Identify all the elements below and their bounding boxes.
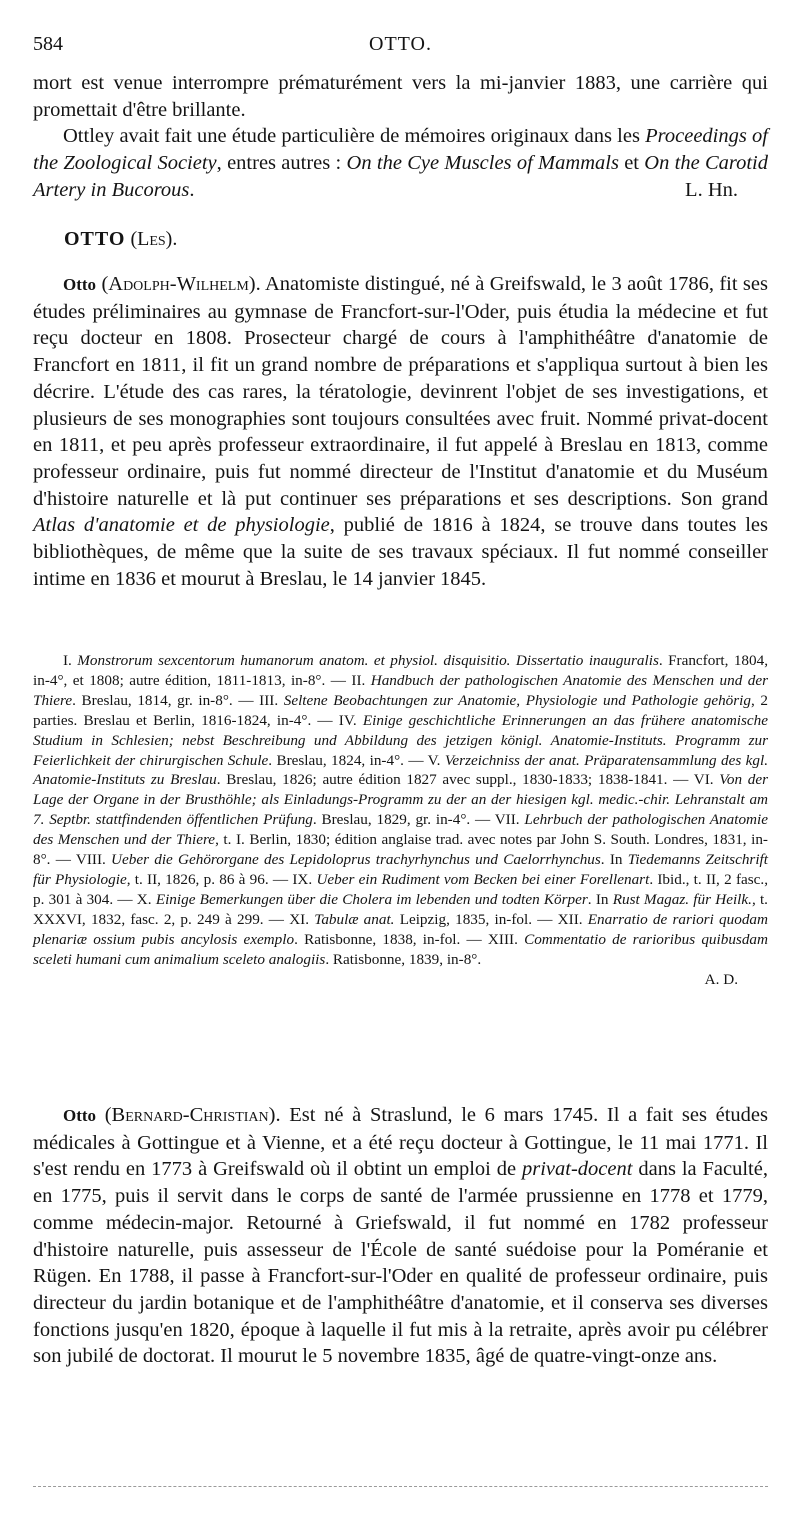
otto-adolph-text: Anatomiste distingué, né à Greifswald, le 3 août 1786, fit ses études préliminaires au gymnase de Francfort-sur-l'Oder, puis étudia la médecine et fut reçu docteur en 1808. Prosecteur chargé de cours à l'amphithéâtre d'anatomie de Francfort en 1811, il fit un grand nombre de préparations et s'appliqua surtout à bien les décrire. L'étude des cas rares, la tératologie, devinrent l'objet de ses investigations, et plusieurs de ses monographies sont toujours consultées avec fruit. Nommé privat-docent en 1811, et peu après professeur extraordinaire, il fut appelé à Breslau en 1813, comme professeur ordinaire, puis fut nommé directeur de l'Institut d'anatomie et du Muséum d'histoire naturelle et là put continuer ses préparations et ses descriptions. Son grand	[33, 273, 768, 510]
otto-les-heading	[64, 228, 464, 251]
bibliography-title: Verzeichniss der anat. Präparatensammlung des kgl. Anatomie-Instituts zu Breslau	[33, 751, 768, 789]
page-header	[33, 33, 768, 59]
bibliography-text: . Ibid., t. II, 2 fasc., p. 301 à 304. — X.	[33, 870, 769, 908]
bibliography-title: Rust Magaz. für Heilk.	[612, 890, 752, 908]
otto-adolph-given-names: (Adolph-Wilhelm).	[101, 273, 261, 295]
ottley-paragraph-end: mort est venue interrompre prématurément vers la mi-janvier 1883, une carrière qui promettait d'être brillante.	[33, 72, 768, 121]
running-title: OTTO.	[369, 33, 432, 55]
otto-bernard-paragraph	[33, 1102, 768, 1370]
otto-bernard-text: Est né à Straslund, le 6 mars 1745. Il a fait ses études médicales à Gottingue et à Vienne, et a été reçu docteur à Gottingue, le 11 mai 1771. Il s'est rendu en 1773 à Greifswald où il obtint un emploi de	[33, 1104, 769, 1181]
bibliography-text: , 2 parties. Breslau et Berlin, 1816-1824, in-4°. — IV.	[33, 691, 769, 729]
ottley-signature: L. Hn.	[685, 178, 738, 201]
page-number: 584	[33, 33, 63, 55]
otto-adolph-entry	[33, 271, 768, 592]
bibliography-text: . Breslau, 1826; autre édition 1827 avec suppl., 1830-1833; 1838-1841. — VI.	[216, 771, 720, 789]
bibliography-title: Monstrorum sexcentorum humanorum anatom. et physiol. disquisitio. Dissertatio inauguralis	[77, 652, 659, 669]
ottley-journal: Proceedings of the Zoological Society	[33, 125, 769, 175]
bibliography-text: . In	[600, 851, 628, 869]
bibliography-title: Einige Bemerkungen über die Cholera im lebenden und todten Körper	[155, 890, 588, 908]
bibliography-title: Lehrbuch der pathologischen Anatomie des Menschen und der Thiere	[33, 811, 768, 849]
bibliography-text: . Breslau, 1829, gr. in-4°. — VII.	[312, 811, 525, 829]
bibliography-text: Leipzig, 1835, in-fol. — XII.	[394, 910, 588, 928]
bibliography-text: . Breslau, 1824, in-4°. — V.	[268, 751, 445, 769]
otto-bernard-entry	[33, 1102, 768, 1370]
bibliography-text: . Ratisbonne, 1839, in-8°.	[325, 950, 482, 968]
ottley-refs-and: et	[618, 152, 645, 175]
bibliography-paragraph	[33, 651, 768, 970]
bibliography-title: Tabulæ anat.	[314, 910, 395, 928]
otto-adolph-bibliography	[33, 651, 768, 989]
otto-adolph-headword: Otto	[63, 275, 97, 294]
otto-adolph-atlas-title: Atlas d'anatomie et de physiologie	[33, 514, 330, 537]
bibliography-text: . Ratisbonne, 1838, in-fol. — XIII.	[294, 930, 525, 948]
ottley-refs-end: .	[189, 178, 195, 201]
otto-adolph-text-2: , publié de 1816 à 1824, se trouve dans toutes les bibliothèques, de même que la suite de ses travaux spéciaux. Il fut nommé conseiller intime en 1836 et mourut à Breslau, le 14 janvier 1845.	[33, 514, 768, 590]
ottley-entry-end	[33, 70, 768, 204]
bibliography-title: Ueber die Gehörorgane des Lepidoloprus trachyrhynchus und Caelorrhynchus	[111, 851, 601, 869]
bibliography-title: Seltene Beobachtungen zur Anatomie, Physiologie und Pathologie gehörig	[283, 691, 751, 709]
bibliography-text: . In	[587, 890, 613, 908]
bibliography-title: Handbuch der pathologischen Anatomie des Menschen und der Thiere	[33, 671, 768, 709]
ottley-title-1: On the Cye Muscles of Mammals	[346, 152, 619, 175]
otto-les-name: OTTO	[64, 228, 126, 250]
otto-les-rest: (Les).	[125, 228, 178, 250]
otto-bernard-given-names: (Bernard-Christian).	[104, 1104, 281, 1126]
bibliography-text: . Breslau, 1814, gr. in-8°. — III.	[72, 691, 284, 709]
ottley-title-2: On the Carotid Artery in Bucorous	[33, 152, 769, 201]
otto-bernard-headword: Otto	[63, 1106, 97, 1125]
otto-bernard-text-2: dans la Faculté, en 1775, puis il servit dans le corps de santé de l'armée prussienne en 1778 et 1779, comme médecin-major. Retourné à Griefswald, il fut nommé en 1782 professeur d'histoire naturelle, puis assesseur de l'École de santé suédoise pour la Poméranie et Rügen. En 1788, il passe à Francfort-sur-l'Oder en qualité de professeur ordinaire, puis directeur du jardin botanique et de l'amphithéâtre d'anatomie, et il conserva ses diverses fonctions jusqu'en 1820, époque à laquelle il fut mis à la retraite, après avoir pu célébrer son jubilé de doctorat. Il mourut le 5 novembre 1835, âgé de quatre-vingt-onze ans.	[33, 1158, 768, 1368]
ottley-paragraph-refs	[33, 123, 768, 203]
bibliography-title: Commentatio de rarioribus quibusdam sceleti humani cum animalium sceleto analogiis	[33, 930, 768, 968]
ottley-refs-lead: Ottley avait fait une étude particulière de mémoires originaux dans les	[63, 125, 646, 148]
bibliography-title: Von der Lage der Organe in der Brusthöhle; als Einladungs-Programm zu der an der hiesigen kgl. medic.-chir. Lehranstalt am 7. Septbr. stattfindenden öffentlichen Prüfung	[33, 771, 768, 829]
otto-adolph-paragraph	[33, 271, 768, 592]
bibliography-text: . Francfort, 1804, in-4°, et 1808; autre édition, 1811-1813, in-8°. — II.	[33, 652, 769, 689]
bibliography-text: , t. I. Berlin, 1830; édition anglaise trad. avec notes par John S. South. Londres, 1831, in-8°. — VIII.	[33, 831, 768, 869]
bibliography-text: , t. XXXVI, 1832, fasc. 2, p. 249 à 299. — XI.	[33, 890, 768, 928]
bibliography-signature: A. D.	[704, 970, 738, 988]
bibliography-text: , t. II, 1826, p. 86 à 96. — IX.	[126, 870, 317, 888]
bibliography-text: I.	[63, 652, 78, 669]
bibliography-title: Tiedemanns Zeitschrift für Physiologie	[33, 851, 768, 888]
bibliography-title: Ueber ein Rudiment vom Becken bei einer Forellenart	[316, 870, 650, 888]
bibliography-title: Einige geschichtliche Erinnerungen an das frühere anatomische Studium in Schlesien; nebst Beschreibung und Abbildung des jetzigen königl. Anatomie-Instituts. Programm zur Feierlichkeit der chirurgischen Schule	[33, 711, 768, 769]
otto-bernard-privat-docent: privat-docent	[521, 1158, 633, 1181]
footer-rule	[33, 1486, 768, 1488]
bibliography-title: Enarratio de rariori quodam plenariæ ossium pubis ancylosis exemplo	[33, 910, 768, 948]
ottley-refs-mid: , entres autres :	[216, 152, 347, 175]
